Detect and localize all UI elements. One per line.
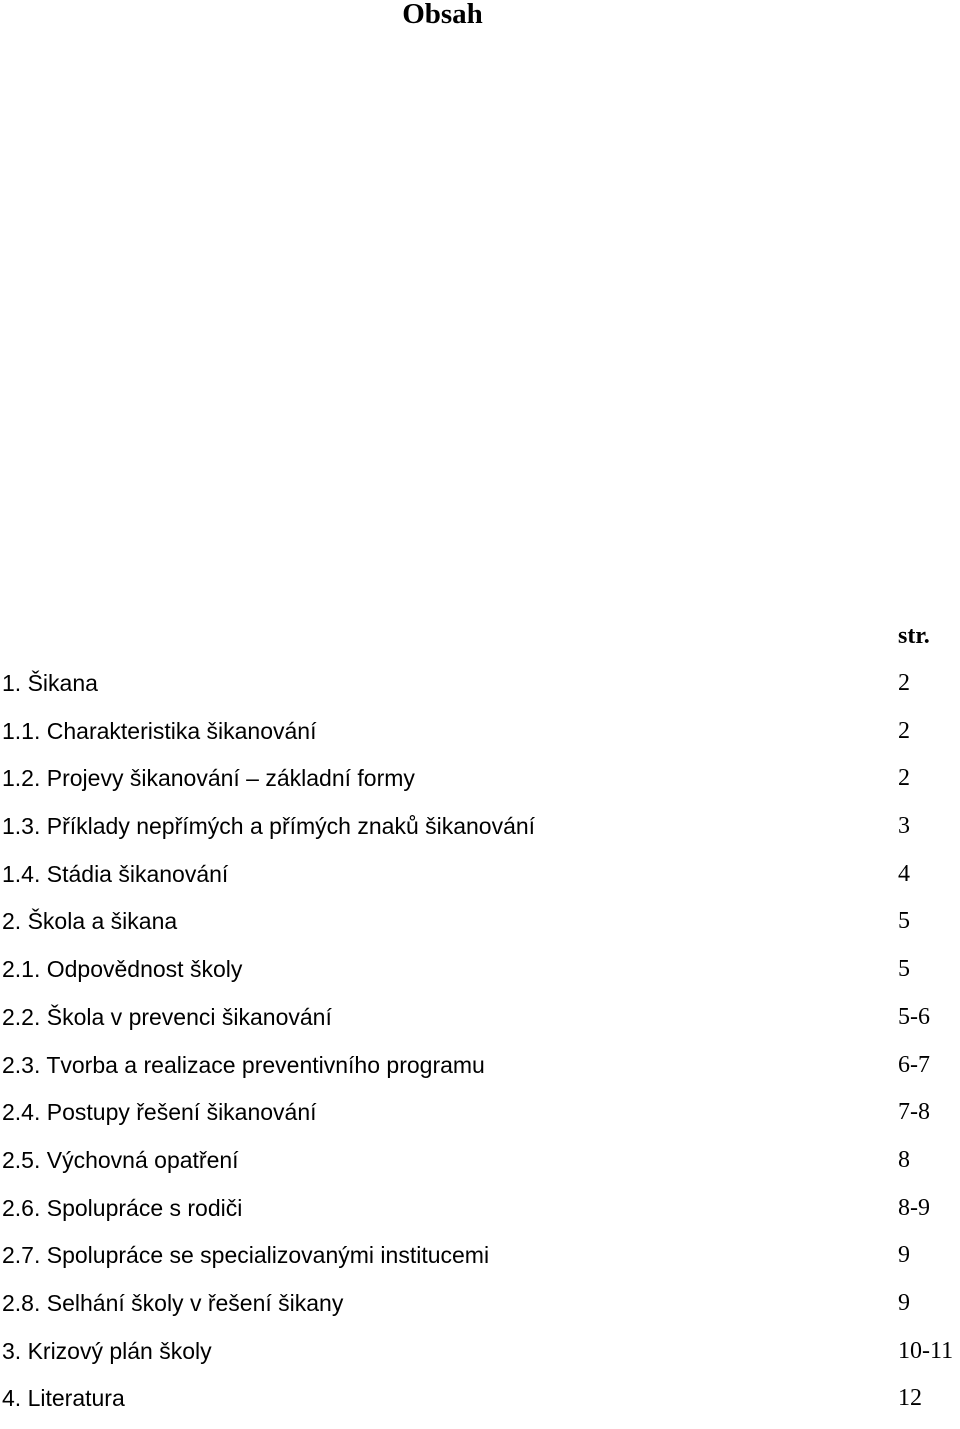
toc-entry xyxy=(0,1191,960,1239)
toc-entry xyxy=(0,809,960,857)
toc-entry-page: 5-6 xyxy=(898,1003,930,1030)
toc-entry-page: 5 xyxy=(898,956,910,983)
toc-entry xyxy=(0,1143,960,1191)
toc-entry-page: 6-7 xyxy=(898,1051,930,1078)
toc-entry xyxy=(0,1238,960,1286)
toc-entry-label: 4. Literatura xyxy=(2,1385,125,1412)
toc-entry xyxy=(0,857,960,905)
toc-entry xyxy=(0,1048,960,1096)
toc-entry-page: 12 xyxy=(898,1385,922,1412)
toc-entry-label: 2.3. Tvorba a realizace preventivního programu xyxy=(2,1051,485,1078)
toc-entry-label: 1.1. Charakteristika šikanování xyxy=(2,717,317,744)
toc-entry xyxy=(0,666,960,714)
toc-entry-label: 2.7. Spolupráce se specializovanými institucemi xyxy=(2,1242,490,1269)
toc-entry-label: 2.5. Výchovná opatření xyxy=(2,1146,239,1173)
toc-entry-label: 2.6. Spolupráce s rodiči xyxy=(2,1194,243,1221)
toc-entry-page: 2 xyxy=(898,717,910,744)
toc-entry-page: 10-11 xyxy=(898,1337,954,1364)
toc-entry-label: 2.8. Selhání školy v řešení šikany xyxy=(2,1289,344,1316)
toc-entry-label: 1.2. Projevy šikanování – základní formy xyxy=(2,765,415,792)
toc-entry xyxy=(0,904,960,952)
toc-entry-page: 9 xyxy=(898,1289,910,1316)
toc-entry-page: 9 xyxy=(898,1242,910,1269)
toc-entry-page: 4 xyxy=(898,860,910,887)
toc-entry xyxy=(0,761,960,809)
toc-entry-label: 2.4. Postupy řešení šikanování xyxy=(2,1099,317,1126)
page-title: Obsah xyxy=(402,0,483,30)
table-of-contents xyxy=(0,666,960,1429)
toc-entry xyxy=(0,714,960,762)
toc-entry-label: 1. Šikana xyxy=(2,670,98,696)
toc-entry-page: 3 xyxy=(898,813,910,840)
toc-entry-page: 2 xyxy=(898,670,910,696)
toc-entry xyxy=(0,1000,960,1048)
toc-entry xyxy=(0,1381,960,1429)
toc-entry-page: 5 xyxy=(898,908,910,935)
toc-entry-label: 1.3. Příklady nepřímých a přímých znaků šikanování xyxy=(2,813,536,840)
toc-entry-page: 8 xyxy=(898,1146,910,1173)
toc-entry-label: 1.4. Stádia šikanování xyxy=(2,860,229,887)
toc-entry xyxy=(0,1334,960,1382)
page-column-header: str. xyxy=(898,623,930,649)
toc-entry-page: 2 xyxy=(898,765,910,792)
toc-entry-label: 2. Škola a šikana xyxy=(2,908,178,935)
toc-entry-label: 2.1. Odpovědnost školy xyxy=(2,956,243,983)
toc-entry xyxy=(0,952,960,1000)
toc-entry-page: 8-9 xyxy=(898,1194,930,1221)
toc-entry xyxy=(0,1286,960,1334)
toc-entry-page: 7-8 xyxy=(898,1099,930,1126)
toc-entry-label: 2.2. Škola v prevenci šikanování xyxy=(2,1003,332,1030)
toc-entry xyxy=(0,1095,960,1143)
toc-entry-label: 3. Krizový plán školy xyxy=(2,1337,212,1364)
